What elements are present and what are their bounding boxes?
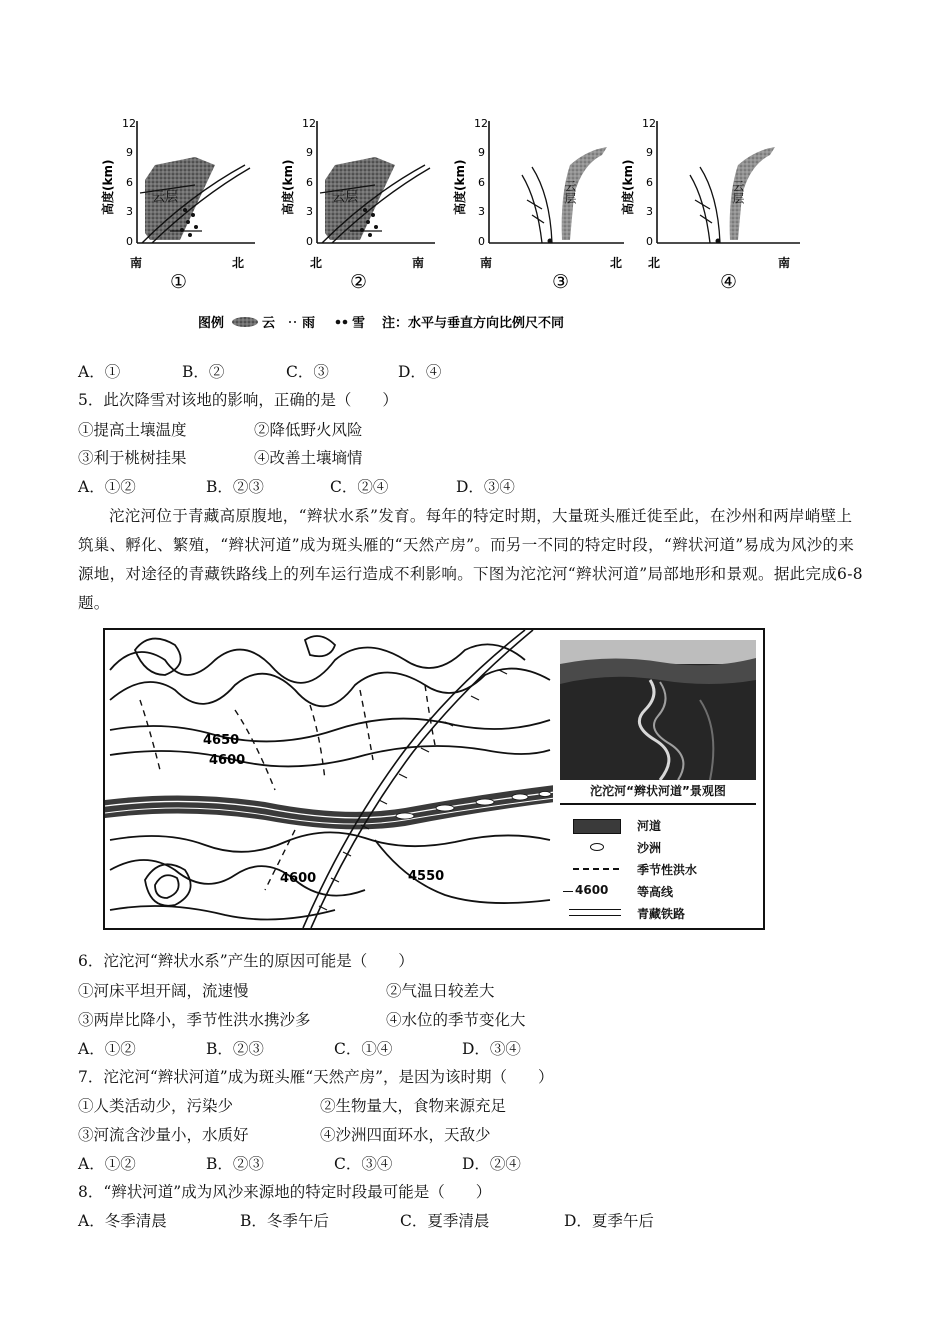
y-axis-label: 高度(km) — [281, 159, 295, 215]
railway-legend-icon — [569, 909, 621, 916]
legend-snow: 雪 — [352, 316, 366, 331]
cloud-legend-icon — [232, 317, 258, 327]
q7-item-4: ④沙洲四面环水，天敌少 — [320, 1126, 491, 1144]
q4-option-c[interactable]: C．③ — [286, 363, 329, 381]
cloud-layer-label: 云层 — [152, 190, 179, 205]
river-channel — [105, 785, 555, 829]
legend-bar-row: 沙洲 — [563, 838, 753, 860]
q8-option-b[interactable]: B．冬季午后 — [240, 1212, 329, 1230]
y-tick: 9 — [646, 146, 653, 159]
y-tick: 6 — [126, 176, 133, 189]
q5-option-b[interactable]: B．②③ — [206, 478, 264, 496]
q7-item-3: ③河流含沙量小，水质好 — [78, 1126, 249, 1144]
direction-left: 南 — [130, 256, 143, 270]
legend-cloud: 云 — [262, 316, 276, 331]
y-tick: 3 — [306, 205, 313, 218]
rain-legend-icon — [289, 321, 296, 323]
cloud-layer-label: 云层 — [332, 190, 359, 205]
q7-item-2: ②生物量大，食物来源充足 — [320, 1097, 507, 1115]
passage: 沱沱河位于青藏高原腹地，“辫状水系”发育。每年的特定时期，大量斑头雁迁徙至此，在沙州和两岸峭壁上筑巢、孵化、繁殖，“辫状河道”成为斑头雁的“天然产房”。而另一不同的特定时段，“辫状河道”易成为风沙的来源地，对途径的青藏铁路线上的列车运行造成不利影响。下图为沱沱河“辫状河道”局部地形和景观。据此完成6-8题。 — [78, 507, 863, 612]
legend-prefix: 图例 — [198, 316, 225, 331]
q6-item-4: ④水位的季节变化大 — [386, 1011, 526, 1029]
cloud-layer-label: 云层 — [731, 180, 745, 204]
y-axis-label: 高度(km) — [101, 159, 115, 215]
y-tick: 12 — [642, 117, 656, 130]
y-tick: 6 — [646, 176, 653, 189]
cloud-layer-label: 云层 — [563, 180, 577, 204]
y-tick: 0 — [478, 235, 485, 248]
y-tick: 12 — [302, 117, 316, 130]
panel-3 — [452, 117, 624, 293]
direction-right: 北 — [610, 256, 623, 270]
q5-stem: 5．此次降雪对该地的影响，正确的是（ ） — [78, 391, 398, 409]
q6-stem: 6．沱沱河“辫状水系”产生的原因可能是（ ） — [78, 952, 414, 970]
contour-label-4600-north: 4600 — [209, 753, 246, 768]
panel-number: ① — [170, 271, 188, 293]
y-axis-label: 高度(km) — [621, 159, 635, 215]
q5-item-3: ③利于桃树挂果 — [78, 449, 187, 467]
y-tick: 3 — [126, 205, 133, 218]
q8-stem: 8．“辫状河道”成为风沙来源地的特定时段最可能是（ ） — [78, 1183, 492, 1201]
q8-option-c[interactable]: C．夏季清晨 — [400, 1212, 490, 1230]
q6-option-a[interactable]: A．①② — [78, 1040, 136, 1058]
legend-rain: 雨 — [302, 316, 316, 331]
y-tick: 9 — [306, 146, 313, 159]
y-tick: 0 — [126, 235, 133, 248]
q5-option-a[interactable]: A．①② — [78, 478, 136, 496]
q4-option-b[interactable]: B．② — [182, 363, 225, 381]
q6-item-3: ③两岸比降小，季节性洪水携沙多 — [78, 1011, 311, 1029]
photo-caption: 沱沱河“辫状河道”景观图 — [560, 782, 756, 805]
direction-right: 北 — [232, 256, 245, 270]
cloud-cross-section-figure — [100, 105, 830, 340]
contour-label-4600-south: 4600 — [280, 871, 317, 886]
y-tick: 0 — [306, 235, 313, 248]
y-tick: 6 — [478, 176, 485, 189]
panel-2 — [280, 117, 435, 293]
river-legend-icon — [573, 819, 621, 834]
q7-option-c[interactable]: C．③④ — [334, 1155, 393, 1173]
figure1-legend — [198, 315, 564, 331]
q8-option-a[interactable]: A．冬季清晨 — [78, 1212, 167, 1230]
contour-legend-icon — [563, 891, 573, 892]
legend-railway-row: 青藏铁路 — [563, 904, 753, 926]
q5-item-2: ②降低野火风险 — [254, 421, 363, 439]
q7-option-d[interactable]: D．②④ — [462, 1155, 521, 1173]
direction-left: 南 — [480, 256, 493, 270]
direction-right: 南 — [412, 256, 425, 270]
q7-option-b[interactable]: B．②③ — [206, 1155, 264, 1173]
y-tick: 9 — [478, 146, 485, 159]
contour-label-4650: 4650 — [203, 733, 240, 748]
sandbar-legend-icon — [590, 843, 604, 851]
contour-4650 — [110, 719, 550, 742]
q7-option-a[interactable]: A．①② — [78, 1155, 136, 1173]
q6-option-c[interactable]: C．①④ — [334, 1040, 393, 1058]
direction-left: 北 — [648, 256, 661, 270]
y-tick: 9 — [126, 146, 133, 159]
q4-option-a[interactable]: A．① — [78, 363, 121, 381]
q8-option-d[interactable]: D．夏季午后 — [564, 1212, 654, 1230]
contour-4600-north — [110, 746, 550, 766]
q6-option-d[interactable]: D．③④ — [462, 1040, 521, 1058]
q5-item-4: ④改善土壤墒情 — [254, 449, 363, 467]
snow-legend-icon — [336, 320, 348, 325]
legend-note: 注：水平与垂直方向比例尺不同 — [382, 316, 565, 331]
legend-river-row: 河道 — [563, 816, 753, 838]
q7-stem: 7．沱沱河“辫状河道”成为斑头雁“天然产房”，是因为该时期（ ） — [78, 1068, 554, 1086]
contour-4550 — [375, 840, 550, 903]
y-tick: 0 — [646, 235, 653, 248]
braided-river-map — [103, 628, 557, 930]
map-legend — [563, 816, 753, 926]
q6-item-2: ②气温日较差大 — [386, 982, 495, 1000]
panel-4 — [620, 117, 800, 293]
y-tick: 6 — [306, 176, 313, 189]
legend-flood-row: 季节性洪水 — [563, 860, 753, 882]
direction-right: 南 — [778, 256, 791, 270]
y-tick: 12 — [474, 117, 488, 130]
seasonal-flood-legend-icon — [573, 868, 619, 870]
direction-left: 北 — [310, 256, 323, 270]
panel-number: ③ — [552, 271, 570, 293]
q5-option-d[interactable]: D．③④ — [456, 478, 515, 496]
panel-number: ④ — [720, 271, 738, 293]
braided-river-photo — [560, 640, 756, 780]
y-axis-label: 高度(km) — [453, 159, 467, 215]
contour-label-4550: 4550 — [408, 869, 445, 884]
q5-option-c[interactable]: C．②④ — [330, 478, 389, 496]
q7-item-1: ①人类活动少，污染少 — [78, 1097, 234, 1115]
legend-contour-row: 4600 等高线 — [563, 882, 753, 904]
q5-item-1: ①提高土壤温度 — [78, 421, 187, 439]
q6-option-b[interactable]: B．②③ — [206, 1040, 264, 1058]
y-tick: 12 — [122, 117, 136, 130]
q4-option-d[interactable]: D．④ — [398, 363, 442, 381]
y-tick: 3 — [646, 205, 653, 218]
q6-item-1: ①河床平坦开阔，流速慢 — [78, 982, 249, 1000]
panel-1 — [100, 117, 255, 293]
y-tick: 3 — [478, 205, 485, 218]
panel-number: ② — [350, 271, 368, 293]
